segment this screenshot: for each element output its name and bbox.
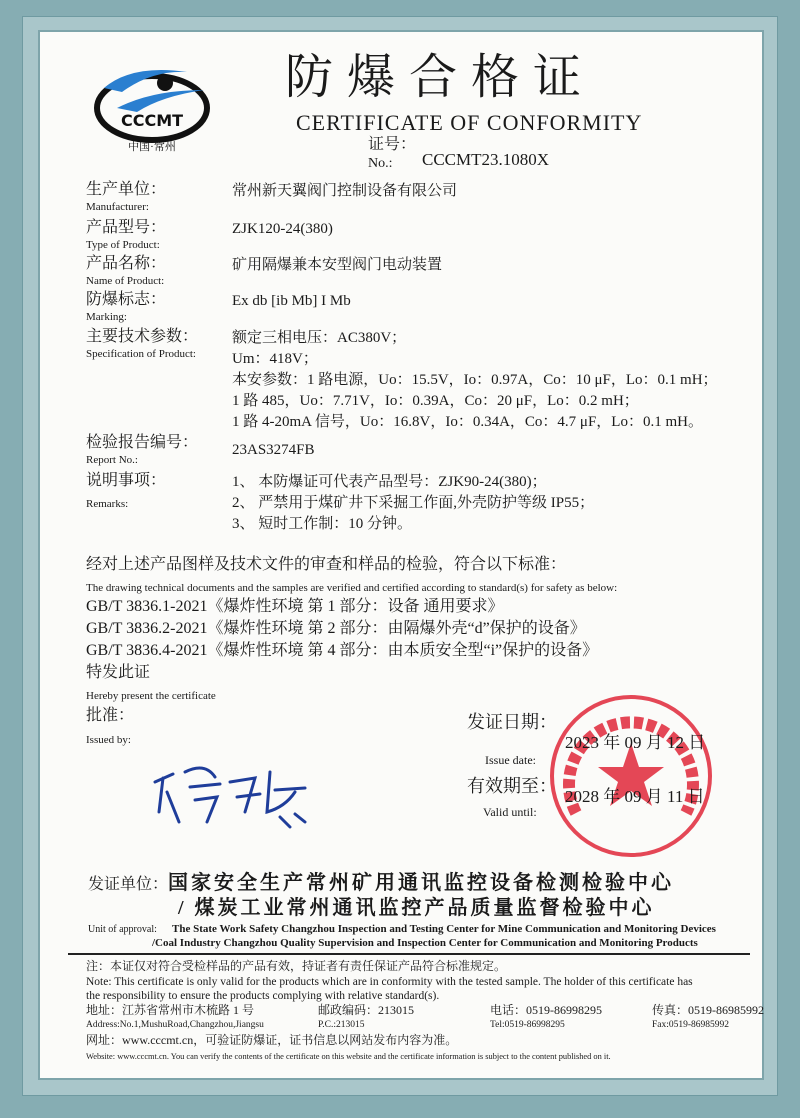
field-value: Um：418V； (232, 351, 318, 367)
issue-date-label-en: Issue date: (485, 753, 536, 767)
present-cn: 特发此证 (86, 664, 151, 681)
field-value: 本安参数：1 路电源，Uo：15.5V，Io：0.97A，Co：10 μF，Lo：0.1 mH； (232, 372, 718, 388)
note-en-2: the responsibility to ensure the products complying with relative standard(s). (86, 990, 440, 1002)
logo-text: CCCMT (120, 111, 184, 130)
standard-item: GB/T 3836.4-2021《爆炸性环境 第 4 部分：由本质安全型“i”保护的设备》 (86, 642, 599, 659)
field-label-en: Report No.: (86, 454, 138, 466)
valid-until-value: 2028 年 09 月 11 日 (565, 787, 705, 806)
field-label-en: Manufacturer: (86, 201, 149, 213)
address-en: Address:No.1,MushuRoad,Changzhou,Jiangsu (86, 1020, 264, 1030)
fax-en: Fax:0519-86985992 (652, 1020, 730, 1030)
unit-label-cn: 发证单位： (88, 876, 169, 893)
field-value: 1 路 4-20mA 信号，Uo：16.8V，Io：0.34A，Co：4.7 μF，Lo：0.1 mH。 (232, 414, 703, 430)
unit-name-cn-1: 国家安全生产常州矿用通讯监控设备检测检验中心 (168, 872, 674, 894)
page-title: 防爆合格证 (285, 51, 596, 104)
approve-en: Issued by: (86, 734, 131, 746)
tel-en: Tel:0519-86998295 (490, 1020, 565, 1030)
field-value: 额定三相电压：AC380V； (232, 330, 407, 346)
website-en: Website: www.cccmt.cn. You can verify the contents of the certificate on this website and the certificate information is subject to the content published on it. (86, 1052, 611, 1061)
cert-no-label-cn: 证号： (368, 136, 417, 153)
page-subtitle: CERTIFICATE OF CONFORMITY (296, 110, 643, 135)
field-label-cn: 主要技术参数： (86, 328, 199, 345)
field-label-en: Remarks: (86, 498, 129, 510)
divider (68, 953, 750, 955)
official-seal (548, 693, 714, 859)
field-value: 3、 短时工作制：10 分钟。 (232, 516, 413, 532)
issue-date-label-cn: 发证日期： (467, 712, 557, 732)
fax-cn: 传真：0519-86985992 (652, 1003, 764, 1017)
standards-intro-cn: 经对上述产品图样及技术文件的审查和样品的检验，符合以下标准： (86, 556, 567, 573)
signature (145, 752, 315, 832)
postcode-en: P.C.:213015 (318, 1020, 365, 1030)
field-label-cn: 产品型号： (86, 219, 167, 236)
cert-no-value: CCCMT23.1080X (422, 150, 550, 169)
field-label-cn: 说明事项： (86, 472, 167, 489)
unit-name-cn-2: / 煤炭工业常州通讯监控产品质量监督检验中心 (178, 897, 655, 919)
field-label-cn: 检验报告编号： (86, 434, 199, 451)
logo-location: 中国·常州 (128, 141, 176, 153)
unit-name-en-1: The State Work Safety Changzhou Inspection and Testing Center for Mine Communication and Monitoring Devices (172, 923, 716, 935)
note-cn: 注：本证仅对符合受检样品的产品有效，持证者有责任保证产品符合标准规定。 (86, 959, 507, 973)
cert-no-label-en: No.: (368, 156, 393, 171)
tel-cn: 电话：0519-86998295 (490, 1003, 602, 1017)
field-label-en: Specification of Product: (86, 348, 196, 360)
field-label-cn: 生产单位： (86, 181, 167, 198)
field-label-cn: 防爆标志： (86, 291, 167, 308)
field-label-en: Marking: (86, 311, 127, 323)
field-value: 矿用隔爆兼本安型阀门电动装置 (232, 257, 443, 273)
standards-intro-en: The drawing technical documents and the samples are verified and certified according to standard(s) for safety as below: (86, 582, 618, 594)
unit-label-en: Unit of approval: (88, 924, 157, 935)
field-value: ZJK120-24(380) (232, 221, 333, 237)
field-value: 1、 本防爆证可代表产品型号：ZJK90-24(380)； (232, 474, 547, 490)
issue-date-value: 2023 年 09 月 12 日 (565, 733, 706, 752)
field-value: 23AS3274FB (232, 442, 315, 458)
standard-item: GB/T 3836.1-2021《爆炸性环境 第 1 部分：设备 通用要求》 (86, 598, 504, 615)
field-label-en: Type of Product: (86, 239, 160, 251)
field-value: Ex db [ib Mb] I Mb (232, 293, 351, 309)
present-en: Hereby present the certificate (86, 690, 216, 702)
approve-cn: 批准： (86, 707, 135, 724)
field-value: 常州新天翼阀门控制设备有限公司 (232, 183, 458, 199)
valid-until-label-en: Valid until: (483, 805, 537, 819)
valid-until-label-cn: 有效期至： (467, 776, 557, 796)
cccmt-logo (92, 50, 212, 155)
field-value: 2、 严禁用于煤矿井下采掘工作面,外壳防护等级 IP55； (232, 495, 595, 511)
standard-item: GB/T 3836.2-2021《爆炸性环境 第 2 部分：由隔爆外壳“d”保护的设备》 (86, 620, 586, 637)
field-value: 1 路 485，Uo：7.71V，Io：0.39A，Co：20 μF，Lo：0.2 mH； (232, 393, 639, 409)
unit-name-en-2: /Coal Industry Changzhou Quality Supervision and Inspection Center for Communication and Monitoring Products (152, 937, 698, 949)
field-label-cn: 产品名称： (86, 255, 167, 272)
website-cn: 网址：www.cccmt.cn，可验证防爆证，证书信息以网站发布内容为准。 (86, 1033, 458, 1047)
note-en-1: Note: This certificate is only valid for the products which are in conformity with the tested sample. The holder of this certificate has (86, 976, 693, 988)
address-cn: 地址：江苏省常州市木梳路 1 号 (86, 1003, 255, 1017)
field-label-en: Name of Product: (86, 275, 165, 287)
postcode-cn: 邮政编码：213015 (318, 1003, 415, 1017)
